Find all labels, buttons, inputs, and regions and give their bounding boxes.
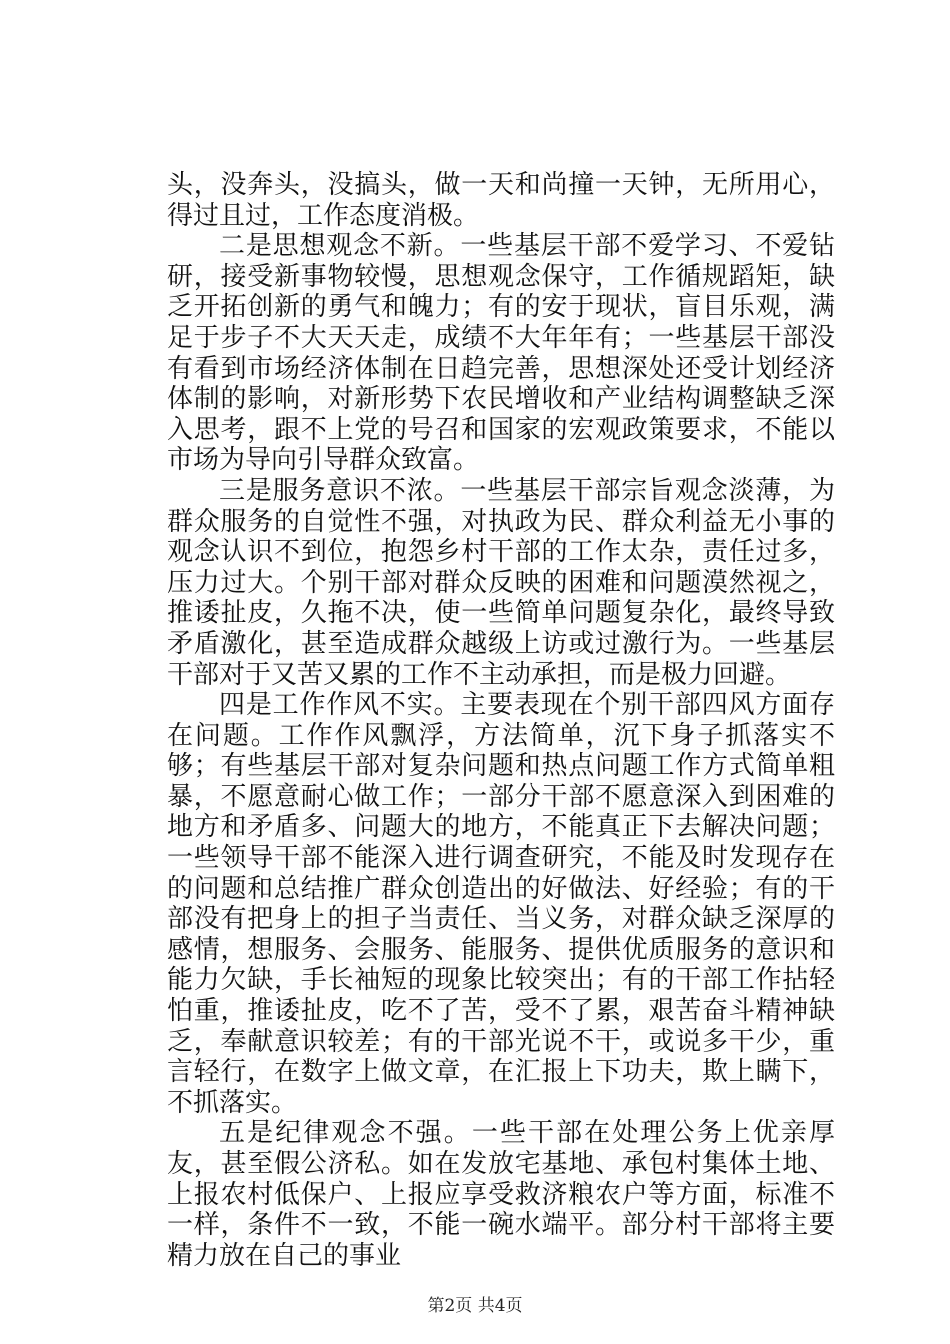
paragraph-3: 三是服务意识不浓。一些基层干部宗旨观念淡薄，为群众服务的自觉性不强，对执政为民、群众利益无小事的观念认识不到位，抱怨乡村干部的工作太杂，责任过多，压力过大。个别干部对群众反映的困难和问题漠然视之，推诿扯皮，久拖不决，使一些简单问题复杂化，最终导致矛盾激化，甚至造成群众越级上访或过激行为。一些基层干部对于又苦又累的工作不主动承担，而是极力回避。: [167, 475, 835, 690]
paragraph-1: 头，没奔头，没搞头，做一天和尚撞一天钟，无所用心，得过且过，工作态度消极。: [167, 170, 835, 231]
paragraph-5: 五是纪律观念不强。一些干部在处理公务上优亲厚友，甚至假公济私。如在发放宅基地、承包村集体土地、上报农村低保户、上报应享受救济粮农户等方面，标准不一样，条件不一致，不能一碗水端平。部分村干部将主要精力放在自己的事业: [167, 1118, 835, 1271]
paragraph-4: 四是工作作风不实。主要表现在个别干部四风方面存在问题。工作作风飘浮，方法简单，沉下身子抓落实不够；有些基层干部对复杂问题和热点问题工作方式简单粗暴，不愿意耐心做工作；一部分干部不愿意深入到困难的地方和矛盾多、问题大的地方，不能真正下去解决问题；一些领导干部不能深入进行调查研究，不能及时发现存在的问题和总结推广群众创造出的好做法、好经验；有的干部没有把身上的担子当责任、当义务，对群众缺乏深厚的感情，想服务、会服务、能服务、提供优质服务的意识和能力欠缺，手长袖短的现象比较突出；有的干部工作拈轻怕重，推诿扯皮，吃不了苦，受不了累，艰苦奋斗精神缺乏，奉献意识较差；有的干部光说不干，或说多干少，重言轻行，在数字上做文章，在汇报上下功夫，欺上瞒下，不抓落实。: [167, 690, 835, 1118]
page-footer: 第2页 共4页: [427, 1296, 523, 1316]
paragraph-2: 二是思想观念不新。一些基层干部不爱学习、不爱钻研，接受新事物较慢，思想观念保守，工作循规蹈矩，缺乏开拓创新的勇气和魄力；有的安于现状，盲目乐观，满足于步子不大天天走，成绩不大年年有；一些基层干部没有看到市场经济体制在日趋完善，思想深处还受计划经济体制的影响，对新形势下农民增收和产业结构调整缺乏深入思考，跟不上党的号召和国家的宏观政策要求，不能以市场为导向引导群众致富。: [167, 231, 835, 476]
document-body: [167, 170, 835, 1271]
